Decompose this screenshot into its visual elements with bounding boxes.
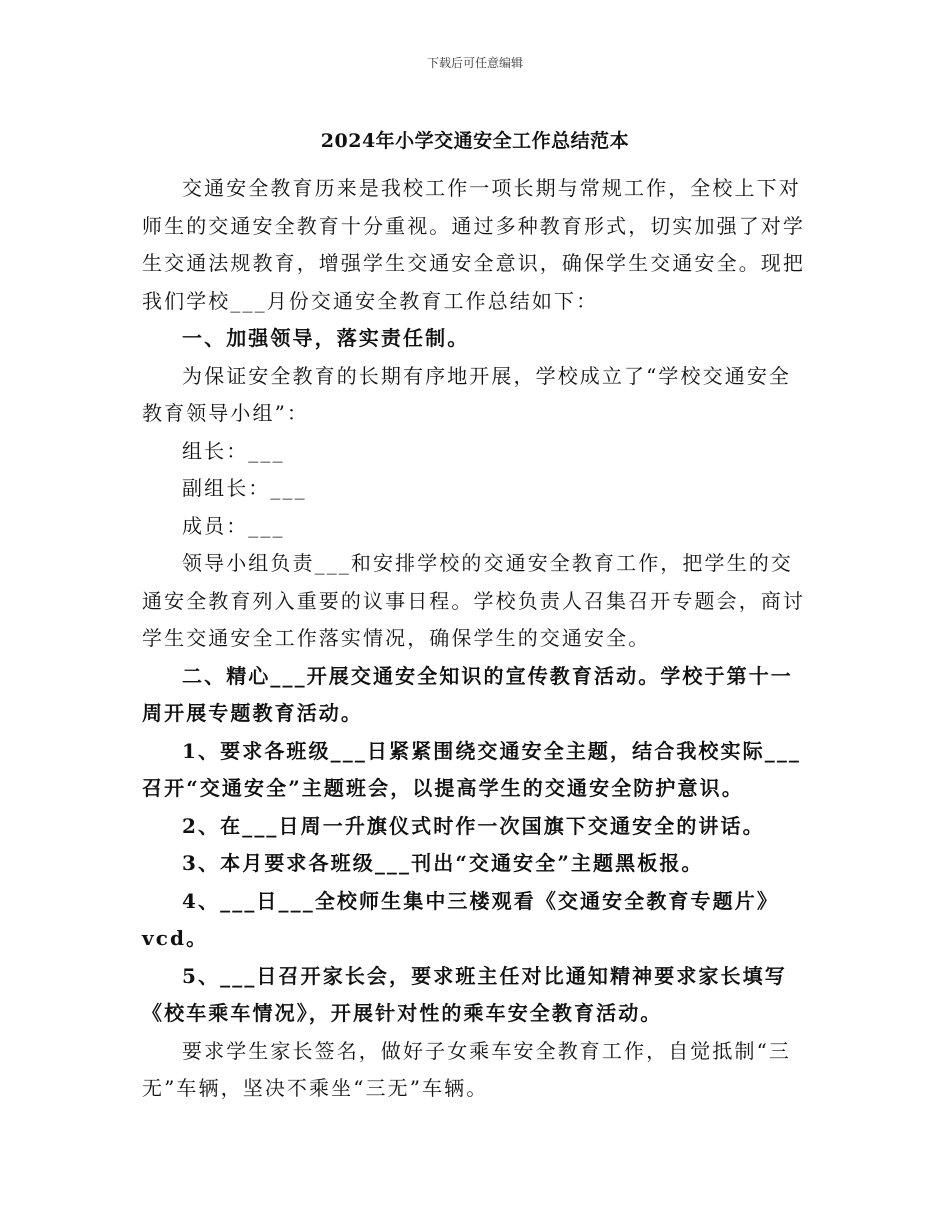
document-title: 2024年小学交通安全工作总结范本: [320, 130, 630, 152]
list-item-3: 3、本月要求各班级___刊出“交通安全”主题黑板报。: [182, 851, 704, 875]
list-item-1: 1、要求各班级___日紧紧围绕交通安全主题，结合我校实际___召开“交通安全”主题班会，以提高学生的交通安全防护意识。: [142, 738, 802, 800]
intro-paragraph: 交通安全教育历来是我校工作一项长期与常规工作，全校上下对师生的交通安全教育十分重视。通过多种教育形式，切实加强了对学生交通法规教育，增强学生交通安全意识，确保学生交通安全。现把我们学校___月份交通安全教育工作总结如下：: [142, 176, 805, 313]
paragraph-parents: 要求学生家长签名，做好子女乘车安全教育工作，自觉抵制“三无”车辆，坚决不乘坐“三无”车辆。: [142, 1038, 792, 1100]
paragraph-group-setup: 为保证安全教育的长期有序地开展，学校成立了“学校交通安全教育领导小组”：: [142, 363, 792, 425]
list-item-4: 4、___日___全校师生集中三楼观看《交通安全教育专题片》vcd。: [142, 888, 779, 950]
deputy-leader-line: 副组长：___: [182, 476, 307, 500]
section-heading-2: 二、精心___开展交通安全知识的宣传教育活动。学校于第十一周开展专题教育活动。: [142, 663, 793, 725]
list-item-2: 2、在___日周一升旗仪式时作一次国旗下交通安全的讲话。: [182, 813, 765, 838]
page-header: 下载后可任意编辑: [426, 56, 523, 70]
members-line: 成员：___: [182, 513, 285, 538]
list-item-5: 5、___日召开家长会，要求班主任对比通知精神要求家长填写《校车乘车情况》，开展针对性的乘车安全教育活动。: [142, 963, 787, 1025]
paragraph-responsibility: 领导小组负责___和安排学校的交通安全教育工作，把学生的交通安全教育列入重要的议事日程。学校负责人召集召开专题会，商讨学生交通安全工作落实情况，确保学生的交通安全。: [142, 551, 805, 650]
section-heading-1: 一、加强领导，落实责任制。: [182, 326, 470, 350]
document-body: [142, 170, 810, 1108]
leader-line: 组长：___: [182, 438, 285, 463]
